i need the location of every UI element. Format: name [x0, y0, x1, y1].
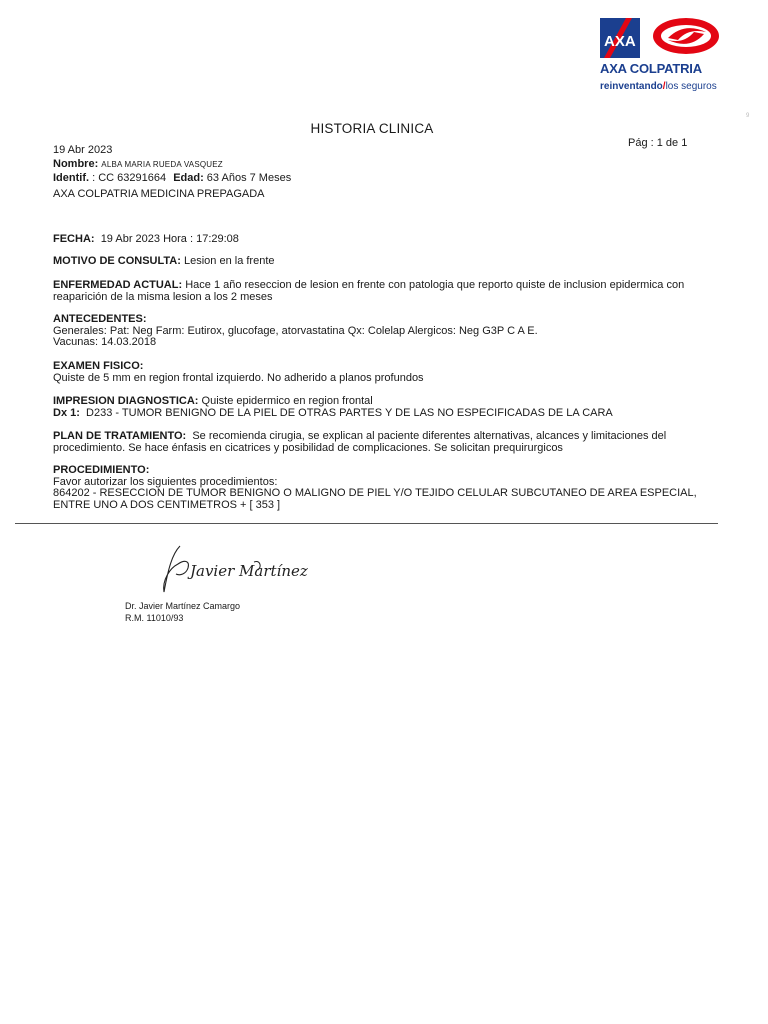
examen-section [53, 361, 713, 384]
patient-id-label: Identif. [53, 172, 90, 184]
patient-name: ALBA MARIA RUEDA VASQUEZ [101, 160, 223, 169]
patient-name-line: Nombre: ALBA MARIA RUEDA VASQUEZ [53, 158, 223, 170]
svg-text:Javier Martínez: Javier Martínez [190, 562, 308, 580]
plan-section [53, 431, 713, 454]
antecedentes-generales: Generales: Pat: Neg Farm: Eutirox, glucofage, atorvastatina Qx: Colelap Alergicos: Neg G3P C A E. [53, 324, 538, 337]
axa-mark-text: AXA [604, 33, 636, 50]
patient-id-line [53, 172, 291, 185]
examen-label: EXAMEN FISICO: [53, 360, 144, 372]
motivo-line [53, 255, 275, 268]
examen-value: Quiste de 5 mm en region frontal izquierdo. No adherido a planos profundos [53, 371, 424, 384]
fecha-label: FECHA: [53, 233, 95, 245]
patient-id: : CC 63291664 [89, 172, 167, 184]
corner-mark: 9 [746, 113, 750, 119]
fecha-value: 19 Abr 2023 Hora : 17:29:08 [100, 233, 239, 245]
enfermedad-label: ENFERMEDAD ACTUAL: [53, 279, 183, 291]
antecedentes-section [53, 314, 713, 349]
enfermedad-value: Hace 1 año reseccion de lesion en frente con patologia que reporto quiste de inclusion epidermica con reaparición de la misma lesion a los 2 meses [53, 279, 685, 303]
enfermedad-section [53, 280, 713, 303]
procedimiento-value: 864202 - RESECCION DE TUMOR BENIGNO O MALIGNO DE PIEL Y/O TEJIDO CELULAR SUBCUTANEO DE AREA ESPECIAL, ENTRE UNO A DOS CENTIMETROS + [ 353 ] [53, 487, 697, 511]
doctor-signature [150, 540, 308, 598]
motivo-label: MOTIVO DE CONSULTA: [53, 255, 181, 267]
patient-age-label: Edad: [173, 172, 204, 184]
doctor-name: Dr. Javier Martínez Camargo [125, 601, 241, 611]
logo-tagline: reinventando/los seguros [600, 81, 717, 92]
impresion-label: IMPRESION DIAGNOSTICA: [53, 395, 199, 407]
patient-name-label: Nombre [53, 158, 95, 170]
antecedentes-label: ANTECEDENTES: [53, 313, 147, 325]
document-title: HISTORIA CLINICA [310, 121, 434, 136]
procedimiento-label: PROCEDIMIENTO: [53, 464, 150, 476]
page-number: Pág : 1 de 1 [628, 137, 688, 149]
logo-brand-name: AXA COLPATRIA [600, 61, 702, 76]
impresion-value: Quiste epidermico en region frontal [201, 395, 373, 407]
plan-value: Se recomienda cirugia, se explican al paciente diferentes alternativas, alcances y limitaciones del procedimiento. Se hace énfasis en cicatrices y posibilidad de complicaciones. Se solicitan prequirurgicos [53, 430, 667, 454]
fecha-line [53, 233, 239, 246]
motivo-value: Lesion en la frente [183, 255, 275, 267]
axa-colpatria-logo [598, 14, 724, 94]
insurer-name: AXA COLPATRIA MEDICINA PREPAGADA [53, 188, 265, 200]
patient-age: 63 Años 7 Meses [203, 172, 292, 184]
procedimiento-intro: Favor autorizar los siguientes procedimientos: [53, 475, 278, 488]
procedimiento-section [53, 465, 713, 511]
antecedentes-vacunas: Vacunas: 14.03.2018 [53, 336, 157, 348]
section-divider [15, 523, 718, 524]
dx-value: D233 - TUMOR BENIGNO DE LA PIEL DE OTRAS PARTES Y DE LAS NO ESPECIFICADAS DE LA CARA [86, 406, 613, 419]
doctor-info [125, 600, 240, 624]
dx-label: Dx 1: [53, 406, 80, 419]
doctor-registry: R.M. 11010/93 [125, 613, 184, 623]
plan-label: PLAN DE TRATAMIENTO: [53, 430, 187, 442]
impresion-section [53, 396, 713, 419]
axa-logo-mark [598, 14, 724, 62]
issue-date: 19 Abr 2023 [53, 144, 113, 156]
